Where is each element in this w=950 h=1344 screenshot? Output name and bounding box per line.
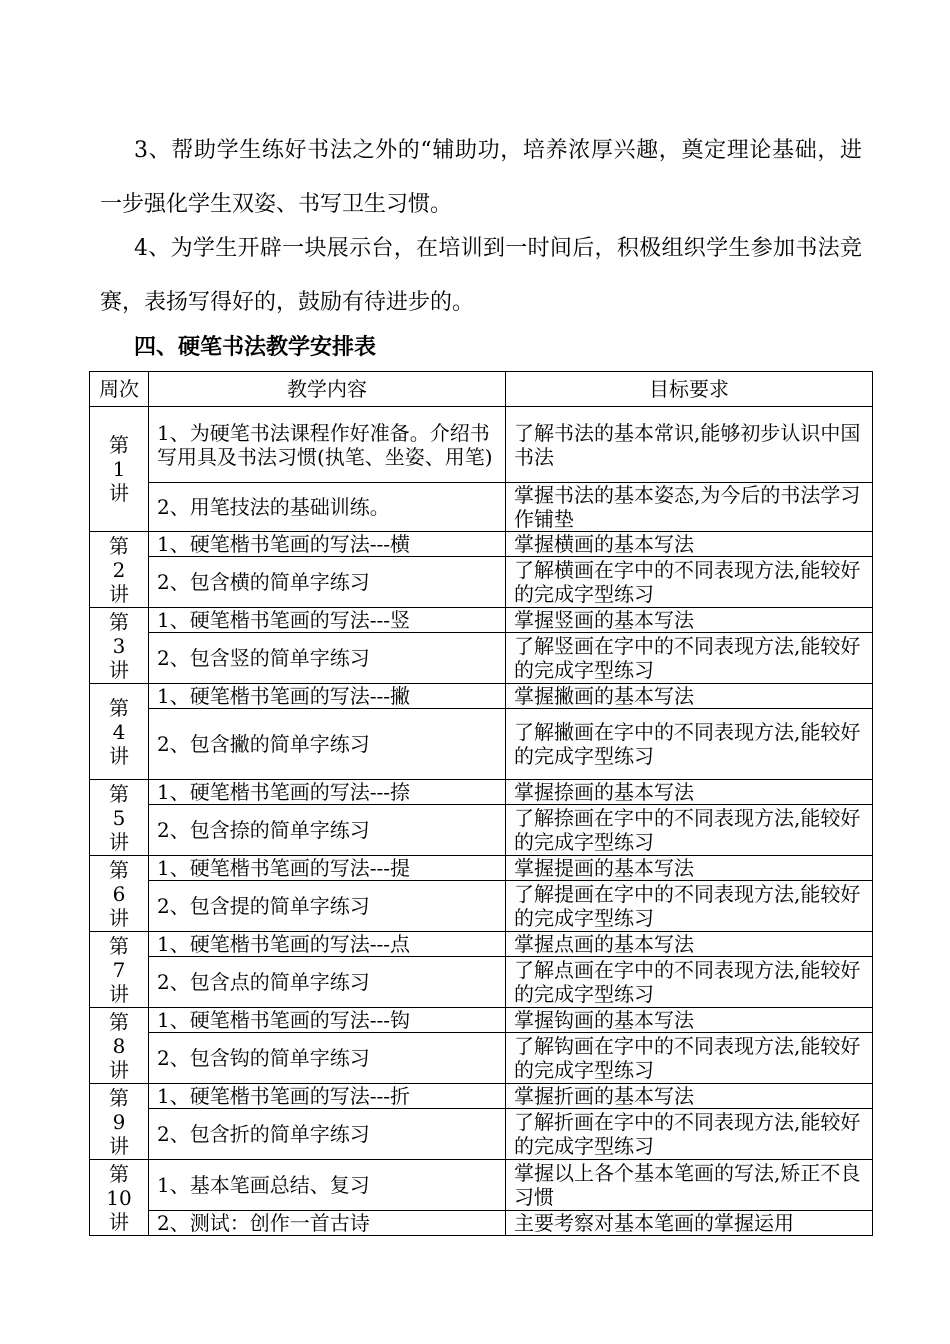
- lesson-content: 1、硬笔楷书笔画的写法---撇: [149, 684, 506, 709]
- table-row: [90, 709, 873, 780]
- week-label-part: 1: [112, 457, 126, 481]
- table-row: [90, 932, 873, 957]
- lesson-content: 2、用笔技法的基础训练。: [149, 483, 506, 532]
- week-label: [90, 856, 149, 932]
- week-label-part: 讲: [109, 1209, 129, 1234]
- lesson-goal: 了解提画在字中的不同表现方法,能较好的完成字型练习: [506, 881, 873, 932]
- week-label-part: 9: [112, 1109, 126, 1134]
- week-label: [90, 780, 149, 856]
- header-week: 周次: [90, 372, 149, 407]
- week-label-part: 第: [109, 533, 129, 558]
- lesson-goal: 掌握竖画的基本写法: [506, 608, 873, 633]
- table-row: [90, 957, 873, 1008]
- week-label: [90, 1008, 149, 1084]
- schedule-table: [89, 371, 873, 1236]
- week-label: [90, 932, 149, 1008]
- table-row: [90, 407, 873, 483]
- lesson-goal: 了解钩画在字中的不同表现方法,能较好的完成字型练习: [506, 1033, 873, 1084]
- week-label: [90, 608, 149, 684]
- week-label-part: 第: [109, 1161, 129, 1186]
- week-label-part: 6: [112, 881, 126, 906]
- week-label: [90, 684, 149, 780]
- week-label-part: 3: [112, 633, 126, 658]
- week-label-part: 10: [106, 1185, 132, 1210]
- lesson-goal: 掌握书法的基本姿态,为今后的书法学习作铺垫: [506, 483, 873, 532]
- lesson-content: 2、包含横的简单字练习: [149, 557, 506, 608]
- lesson-content: 1、硬笔楷书笔画的写法---钩: [149, 1008, 506, 1033]
- paragraph-3: 3、帮助学生练好书法之外的“辅助功，培养浓厚兴趣，奠定理论基础，进一步强化学生双姿、书写卫生习惯。: [100, 138, 862, 217]
- lesson-goal: 掌握点画的基本写法: [506, 932, 873, 957]
- table-header-row: [90, 372, 873, 407]
- lesson-content: 2、测试：创作一首古诗: [149, 1211, 506, 1236]
- week-label-part: 第: [109, 857, 129, 882]
- lesson-goal: 了解折画在字中的不同表现方法,能较好的完成字型练习: [506, 1109, 873, 1160]
- lesson-content: 2、包含捺的简单字练习: [149, 805, 506, 856]
- lesson-goal: 了解撇画在字中的不同表现方法,能较好的完成字型练习: [506, 709, 873, 780]
- lesson-goal: 掌握以上各个基本笔画的写法,矫正不良习惯: [506, 1160, 873, 1211]
- week-label: [90, 1160, 149, 1236]
- table-row: [90, 856, 873, 881]
- week-label-part: 讲: [109, 481, 129, 505]
- week-label-part: 讲: [109, 1057, 129, 1082]
- header-content: 教学内容: [149, 372, 506, 407]
- lesson-content: 1、硬笔楷书笔画的写法---捺: [149, 780, 506, 805]
- week-label: [90, 1084, 149, 1160]
- week-label-part: 4: [112, 719, 126, 744]
- week-label-part: 讲: [109, 657, 129, 682]
- lesson-content: 2、包含撇的简单字练习: [149, 709, 506, 780]
- table-row: [90, 1008, 873, 1033]
- week-label-part: 第: [109, 1085, 129, 1110]
- lesson-content: 1、硬笔楷书笔画的写法---竖: [149, 608, 506, 633]
- week-label-part: 讲: [109, 981, 129, 1006]
- week-label: [90, 407, 149, 532]
- week-label-part: 讲: [109, 581, 129, 606]
- lesson-content: 2、包含折的简单字练习: [149, 1109, 506, 1160]
- week-label-part: 第: [109, 781, 129, 806]
- lesson-goal: 了解横画在字中的不同表现方法,能较好的完成字型练习: [506, 557, 873, 608]
- paragraph-4: 4、为学生开辟一块展示台，在培训到一时间后，积极组织学生参加书法竞赛，表扬写得好的，鼓励有待进步的。: [100, 236, 862, 315]
- lesson-goal: 掌握折画的基本写法: [506, 1084, 873, 1109]
- table-row: [90, 684, 873, 709]
- week-label-part: 讲: [109, 905, 129, 930]
- lesson-goal: 了解点画在字中的不同表现方法,能较好的完成字型练习: [506, 957, 873, 1008]
- week-label-part: 第: [109, 433, 129, 457]
- lesson-content: 1、为硬笔书法课程作好准备。介绍书写用具及书法习惯(执笔、坐姿、用笔): [149, 407, 506, 483]
- week-label-part: 第: [109, 695, 129, 720]
- table-row: [90, 1084, 873, 1109]
- lesson-goal: 掌握撇画的基本写法: [506, 684, 873, 709]
- week-label-part: 第: [109, 1009, 129, 1034]
- table-row: [90, 557, 873, 608]
- lesson-goal: 主要考察对基本笔画的掌握运用: [506, 1211, 873, 1236]
- table-row: [90, 1033, 873, 1084]
- lesson-goal: 掌握捺画的基本写法: [506, 780, 873, 805]
- week-label: [90, 532, 149, 608]
- week-label-part: 2: [112, 557, 126, 582]
- lesson-content: 1、硬笔楷书笔画的写法---提: [149, 856, 506, 881]
- table-row: [90, 532, 873, 557]
- week-label-part: 8: [112, 1033, 126, 1058]
- table-row: [90, 1211, 873, 1236]
- lesson-content: 1、基本笔画总结、复习: [149, 1160, 506, 1211]
- lesson-goal: 了解书法的基本常识,能够初步认识中国书法: [506, 407, 873, 483]
- table-row: [90, 881, 873, 932]
- lesson-goal: 掌握提画的基本写法: [506, 856, 873, 881]
- table-row: [90, 608, 873, 633]
- lesson-content: 2、包含提的简单字练习: [149, 881, 506, 932]
- lesson-content: 1、硬笔楷书笔画的写法---横: [149, 532, 506, 557]
- week-label-part: 5: [112, 805, 126, 830]
- lesson-goal: 了解捺画在字中的不同表现方法,能较好的完成字型练习: [506, 805, 873, 856]
- table-row: [90, 633, 873, 684]
- lesson-content: 1、硬笔楷书笔画的写法---点: [149, 932, 506, 957]
- lesson-goal: 掌握横画的基本写法: [506, 532, 873, 557]
- lesson-content: 1、硬笔楷书笔画的写法---折: [149, 1084, 506, 1109]
- week-label-part: 7: [112, 957, 126, 982]
- lesson-goal: 掌握钩画的基本写法: [506, 1008, 873, 1033]
- table-row: [90, 483, 873, 532]
- table-row: [90, 805, 873, 856]
- week-label-part: 第: [109, 609, 129, 634]
- table-row: [90, 1109, 873, 1160]
- week-label-part: 讲: [109, 829, 129, 854]
- lesson-content: 2、包含点的简单字练习: [149, 957, 506, 1008]
- schedule-body: [90, 407, 873, 1236]
- lesson-goal: 了解竖画在字中的不同表现方法,能较好的完成字型练习: [506, 633, 873, 684]
- week-label-part: 讲: [109, 1133, 129, 1158]
- week-label-part: 讲: [109, 743, 129, 768]
- section-heading: 四、硬笔书法教学安排表: [134, 334, 377, 360]
- table-row: [90, 780, 873, 805]
- week-label-part: 第: [109, 933, 129, 958]
- header-goal: 目标要求: [506, 372, 873, 407]
- lesson-content: 2、包含竖的简单字练习: [149, 633, 506, 684]
- table-row: [90, 1160, 873, 1211]
- lesson-content: 2、包含钩的简单字练习: [149, 1033, 506, 1084]
